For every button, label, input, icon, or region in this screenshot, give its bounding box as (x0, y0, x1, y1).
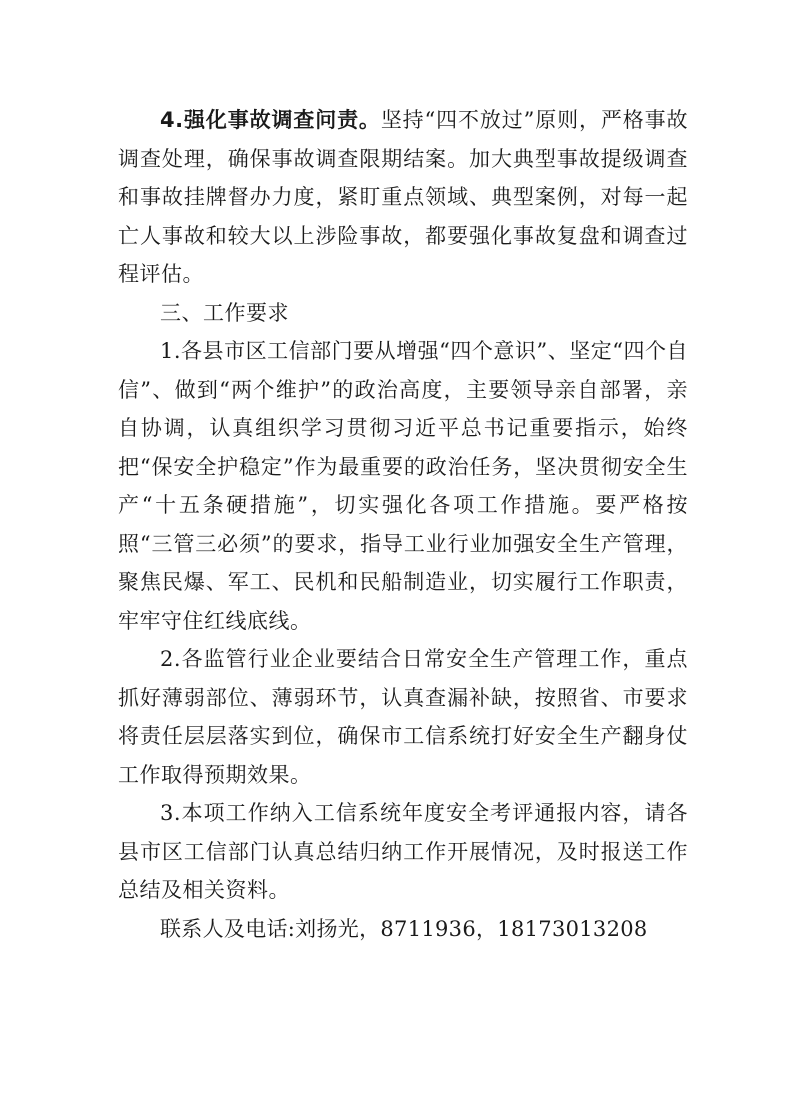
section-4-text: 坚持“四不放过”原则，严格事故调查处理，确保事故调查限期结案。加大典型事故提级调查和事故挂牌督办力度，紧盯重点领域、典型案例，对每一起亡人事故和较大以上涉险事故，都要强化事故复盘和调查过程评估。 (118, 108, 688, 286)
section-3-heading: 三、工作要求 (160, 300, 289, 325)
section-4-paragraph (118, 101, 688, 294)
requirement-2: 2.各监管行业企业要结合日常安全生产管理工作，重点抓好薄弱部位、薄弱环节，认真查漏补缺，按照省、市要求将责任层层落实到位，确保市工信系统打好安全生产翻身仗工作取得预期效果。 (118, 647, 688, 787)
requirement-3: 3.本项工作纳入工信系统年度安全考评通报内容，请各县市区工信部门认真总结归纳工作开展情况，及时报送工作总结及相关资料。 (118, 801, 688, 902)
contact-line: 联系人及电话:刘扬光，8711936，18173013208 (160, 916, 648, 941)
section-4-lead: 4.强化事故调查问责。 (160, 108, 381, 132)
document-body (118, 101, 688, 948)
requirement-1: 1.各县市区工信部门要从增强“四个意识”、坚定“四个自信”、做到“两个维护”的政治高度，主要领导亲自部署，亲自协调，认真组织学习贯彻习近平总书记重要指示，始终把“保安全护稳定”作为最重要的政治任务，坚决贯彻安全生产“十五条硬措施”，切实强化各项工作措施。要严格按照“三管三必须”的要求，指导工业行业加强安全生产管理，聚焦民爆、军工、民机和民船制造业，切实履行工作职责，牢牢守住红线底线。 (118, 339, 688, 633)
